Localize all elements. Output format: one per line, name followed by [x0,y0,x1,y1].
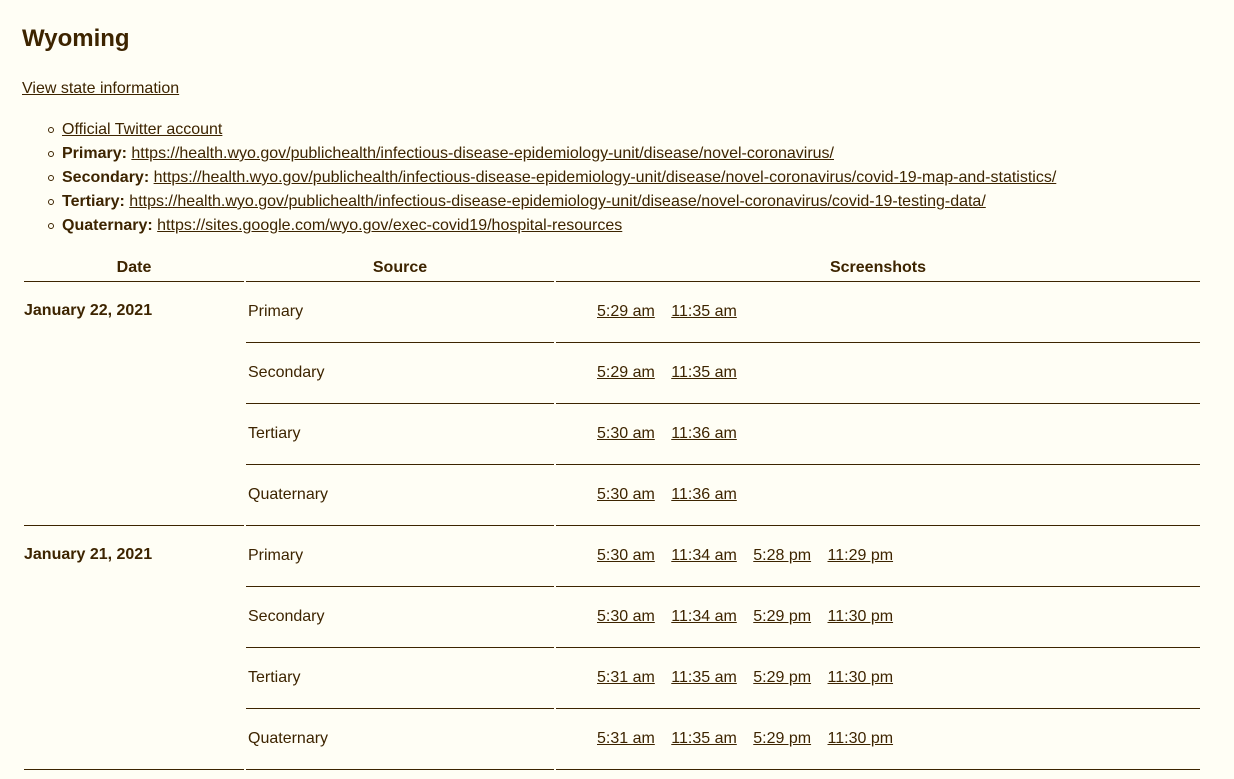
screenshot-time-link[interactable]: 11:35 am [671,364,737,381]
screenshot-time-link[interactable]: 11:35 am [671,730,737,747]
screenshot-time-link[interactable]: 5:29 am [597,303,655,320]
view-state-information-link[interactable]: View state information [22,80,180,97]
source-cell: Primary [246,526,554,587]
screenshots-cell [556,404,1200,465]
source-label: Secondary: [62,169,150,186]
secondary-source-link[interactable]: https://health.wyo.gov/publichealth/infectious-disease-epidemiology-unit/disease/novel-coronavirus/covid-19-map-and-statistics/ [153,169,1057,186]
list-item-tertiary [62,190,1056,214]
date-column-header: Date [24,255,244,282]
source-cell: Secondary [246,343,554,404]
screenshot-time-link[interactable]: 11:34 am [671,608,737,625]
screenshot-time-link[interactable]: 5:29 pm [753,669,812,686]
screenshot-time-link[interactable]: 11:29 pm [827,547,894,564]
screenshot-time-link[interactable]: 5:28 pm [753,547,812,564]
primary-source-link[interactable]: https://health.wyo.gov/publichealth/infectious-disease-epidemiology-unit/disease/novel-coronavirus/ [131,145,834,162]
screenshot-time-link[interactable]: 11:35 am [671,669,737,686]
list-item-secondary [62,166,1056,190]
page-title: Wyoming [22,25,130,52]
screenshot-time-link[interactable]: 11:30 pm [827,669,894,686]
screenshots-cell [556,343,1200,404]
date-cell: January 21, 2021 [24,526,244,770]
screenshot-time-link[interactable]: 5:31 am [597,730,655,747]
screenshot-time-link[interactable]: 11:34 am [671,547,737,564]
list-item-primary [62,142,1056,166]
screenshot-time-link[interactable]: 5:29 pm [753,608,812,625]
list-item-quaternary [62,214,1056,238]
screenshot-time-link[interactable]: 5:31 am [597,669,655,686]
source-cell: Tertiary [246,404,554,465]
source-cell: Quaternary [246,709,554,770]
source-cell: Primary [246,282,554,343]
source-column-header: Source [246,255,554,282]
screenshots-cell [556,587,1200,648]
screenshot-time-link[interactable]: 5:30 am [597,425,655,442]
screenshot-time-link[interactable]: 5:30 am [597,486,655,503]
sources-list [22,118,1056,238]
screenshot-time-link[interactable]: 11:36 am [671,425,737,442]
table-row [24,526,1200,587]
source-label: Primary: [62,145,127,162]
source-label: Quaternary: [62,217,153,234]
list-item-twitter [62,118,1056,142]
screenshots-cell [556,526,1200,587]
twitter-account-link[interactable]: Official Twitter account [62,121,223,138]
table-header-row [24,255,1200,282]
tertiary-source-link[interactable]: https://health.wyo.gov/publichealth/infectious-disease-epidemiology-unit/disease/novel-coronavirus/covid-19-testing-data/ [129,193,986,210]
source-cell: Quaternary [246,465,554,526]
source-label: Tertiary: [62,193,125,210]
screenshot-time-link[interactable]: 11:36 am [671,486,737,503]
screenshot-time-link[interactable]: 11:30 pm [827,608,894,625]
quaternary-source-link[interactable]: https://sites.google.com/wyo.gov/exec-covid19/hospital-resources [157,217,623,234]
table-body [24,282,1200,770]
screenshot-time-link[interactable]: 5:29 am [597,364,655,381]
screenshot-time-link[interactable]: 11:30 pm [827,730,894,747]
screenshots-column-header: Screenshots [556,255,1200,282]
source-cell: Tertiary [246,648,554,709]
screenshots-cell [556,465,1200,526]
date-cell: January 22, 2021 [24,282,244,526]
screenshot-time-link[interactable]: 5:30 am [597,547,655,564]
source-cell: Secondary [246,587,554,648]
table-row [24,282,1200,343]
screenshots-table [22,255,1202,770]
screenshot-time-link[interactable]: 11:35 am [671,303,737,320]
screenshots-cell [556,709,1200,770]
screenshots-cell [556,282,1200,343]
screenshot-time-link[interactable]: 5:30 am [597,608,655,625]
screenshot-time-link[interactable]: 5:29 pm [753,730,812,747]
screenshots-cell [556,648,1200,709]
